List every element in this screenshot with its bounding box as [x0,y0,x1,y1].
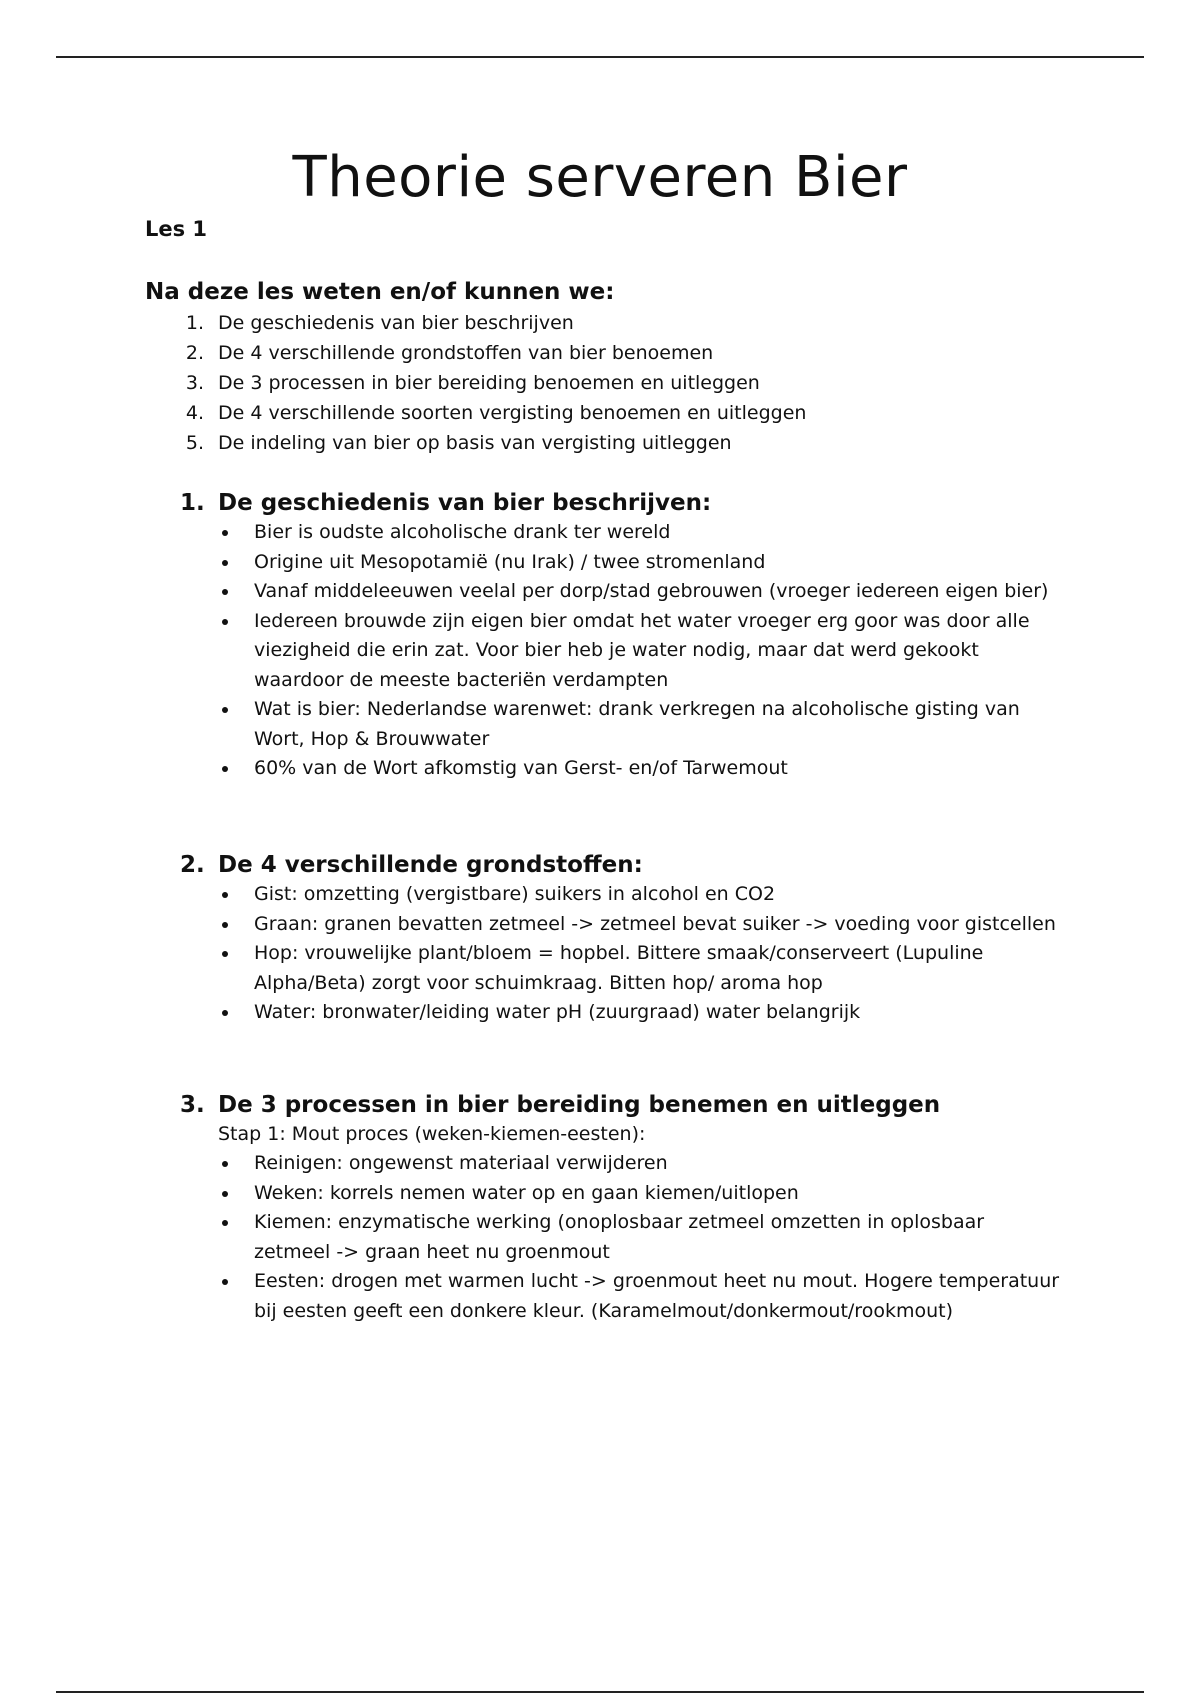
section-heading: 2. De 4 verschillende grondstoffen: [180,852,643,878]
goal-item: 2. De 4 verschillende grondstoffen van bier benoemen [185,342,714,364]
list-item: Origine uit Mesopotamië (nu Irak) / twee stromenland [180,548,1060,578]
list-item: Kiemen: enzymatische werking (onoplosbaar zetmeel omzetten in oplosbaar zetmeel -> graan heet nu groenmout [180,1208,1060,1267]
bullet-list [180,518,1060,784]
goals-list [180,308,806,458]
section-processes [180,1090,1060,1326]
section-history [180,488,1060,784]
list-item: 60% van de Wort afkomstig van Gerst- en/of Tarwemout [180,754,1060,784]
list-item: Hop: vrouwelijke plant/bloem = hopbel. Bittere smaak/conserveert (Lupuline Alpha/Beta) zorgt voor schuimkraag. Bitten hop/ aroma hop [180,939,1060,998]
list-item: Graan: granen bevatten zetmeel -> zetmeel bevat suiker -> voeding voor gistcellen [180,910,1060,940]
lesson-label: Les 1 [145,217,208,241]
list-item: Reinigen: ongewenst materiaal verwijderen [180,1149,1060,1179]
list-item: Water: bronwater/leiding water pH (zuurgraad) water belangrijk [180,998,1060,1028]
header-rule [56,56,1144,58]
list-item: Eesten: drogen met warmen lucht -> groenmout heet nu mout. Hogere temperatuur bij eesten geeft een donkere kleur. (Karamelmout/donkermout/rookmout) [180,1267,1060,1326]
goal-item: 3. De 3 processen in bier bereiding benoemen en uitleggen [185,372,760,394]
goal-item: 4. De 4 verschillende soorten vergisting benoemen en uitleggen [185,402,807,424]
list-item: Bier is oudste alcoholische drank ter wereld [180,518,1060,548]
goals-heading: Na deze les weten en/of kunnen we: [145,279,615,305]
section-subheading: Stap 1: Mout proces (weken-kiemen-eesten): [218,1123,646,1145]
footer-rule [56,1691,1144,1693]
list-item: Vanaf middeleeuwen veelal per dorp/stad gebrouwen (vroeger iedereen eigen bier) [180,577,1060,607]
bullet-list [180,880,1060,1028]
bullet-list [180,1149,1060,1326]
list-item: Iedereen brouwde zijn eigen bier omdat het water vroeger erg goor was door alle viezigheid die erin zat. Voor bier heb je water nodig, maar dat werd gekookt waardoor de meeste bacteriën verdampten [180,607,1060,696]
goal-item: 5. De indeling van bier op basis van vergisting uitleggen [185,432,732,454]
list-item: Wat is bier: Nederlandse warenwet: drank verkregen na alcoholische gisting van Wort, Hop & Brouwwater [180,695,1060,754]
section-heading: 3. De 3 processen in bier bereiding benemen en uitleggen [180,1092,941,1118]
goal-item: 1. De geschiedenis van bier beschrijven [185,312,574,334]
section-heading: 1. De geschiedenis van bier beschrijven: [180,490,712,516]
section-ingredients [180,850,1060,1028]
document-title: Theorie serveren Bier [292,145,908,210]
list-item: Weken: korrels nemen water op en gaan kiemen/uitlopen [180,1179,1060,1209]
list-item: Gist: omzetting (vergistbare) suikers in alcohol en CO2 [180,880,1060,910]
